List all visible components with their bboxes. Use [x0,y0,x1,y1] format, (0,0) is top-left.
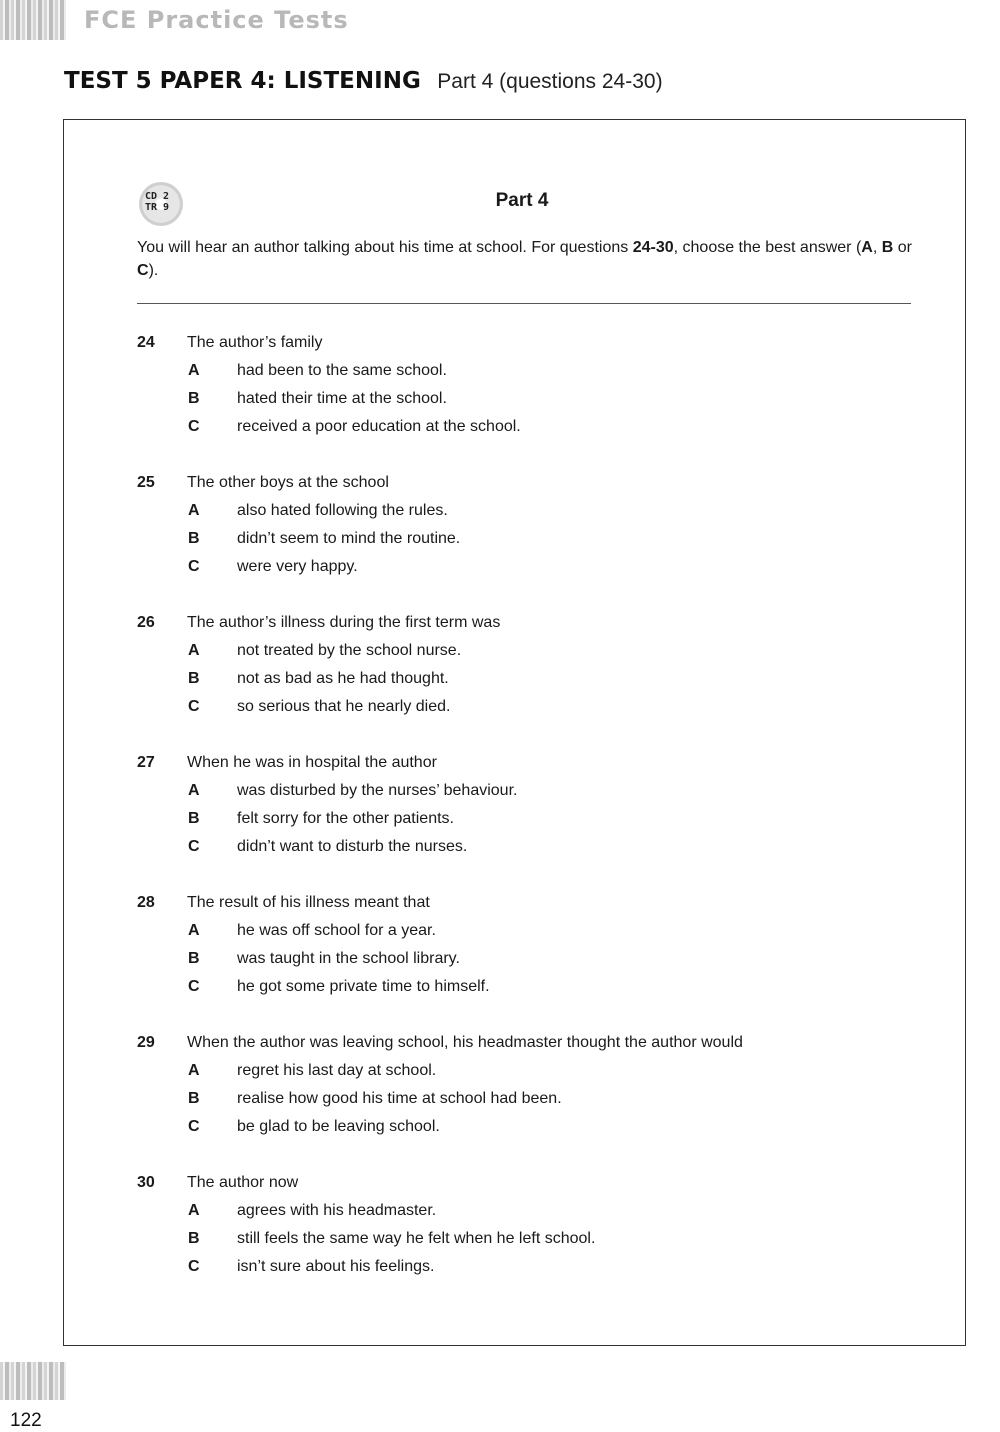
instructions-range: 24-30 [632,239,674,256]
option-letter: B [188,1090,200,1107]
option-letter: B [188,950,200,967]
answer-option-a[interactable] [137,641,927,669]
question-number: 24 [137,334,155,351]
answer-option-a[interactable] [137,501,927,529]
option-letter: A [188,502,200,519]
cd-label-track: TR 9 [145,202,170,213]
question-stem: When the author was leaving school, his headmaster thought the author would [187,1034,743,1051]
instructions-text: , [872,239,882,256]
question-24 [137,333,927,473]
answer-option-b[interactable] [137,1089,927,1117]
answer-option-c[interactable] [137,557,927,585]
option-letter: C [188,838,200,855]
option-text: not as bad as he had thought. [237,670,449,687]
option-letter: C [188,418,200,435]
heading-main: TEST 5 PAPER 4: LISTENING [64,68,421,94]
question-30 [137,1173,927,1313]
answer-option-a[interactable] [137,361,927,389]
question-number: 28 [137,894,155,911]
option-text: hated their time at the school. [237,390,447,407]
option-letter: C [188,698,200,715]
option-letter: A [188,922,200,939]
answer-option-b[interactable] [137,809,927,837]
question-stem: The result of his illness meant that [187,894,430,911]
answer-option-a[interactable] [137,1061,927,1089]
option-text: he was off school for a year. [237,922,436,939]
question-number: 30 [137,1174,155,1191]
question-number: 27 [137,754,155,771]
option-letter: B [188,1230,200,1247]
question-28 [137,893,927,1033]
option-letter: B [188,670,200,687]
answer-option-b[interactable] [137,389,927,417]
answer-option-a[interactable] [137,1201,927,1229]
instructions-letter-b: B [881,239,894,256]
footer-stripe-decoration [0,1362,66,1400]
question-stem: The other boys at the school [187,474,389,491]
option-letter: B [188,810,200,827]
answer-option-c[interactable] [137,1257,927,1285]
option-letter: B [188,530,200,547]
part-title: Part 4 [495,190,549,211]
option-text: were very happy. [237,558,358,575]
instructions-letter-c: C [137,262,149,279]
question-box [63,119,966,1346]
option-text: so serious that he nearly died. [237,698,451,715]
answer-option-b[interactable] [137,1229,927,1257]
instructions [137,236,927,282]
answer-option-c[interactable] [137,1117,927,1145]
answer-option-c[interactable] [137,417,927,445]
answer-option-c[interactable] [137,697,927,725]
question-number: 26 [137,614,155,631]
question-27 [137,753,927,893]
option-text: was taught in the school library. [237,950,460,967]
heading-sub: Part 4 (questions 24-30) [437,70,663,93]
option-text: not treated by the school nurse. [237,642,462,659]
option-text: isn’t sure about his feelings. [237,1258,435,1275]
instructions-text: or [893,239,912,256]
option-letter: C [188,1258,200,1275]
series-title: FCE Practice Tests [84,6,349,34]
option-letter: A [188,1062,200,1079]
header-stripe-decoration [0,0,66,40]
option-text: also hated following the rules. [237,502,448,519]
answer-option-c[interactable] [137,837,927,865]
option-letter: C [188,978,200,995]
option-text: was disturbed by the nurses’ behaviour. [237,782,518,799]
question-stem: When he was in hospital the author [187,754,437,771]
option-letter: A [188,642,200,659]
page-number: 122 [10,1410,42,1431]
answer-option-a[interactable] [137,921,927,949]
answer-option-c[interactable] [137,977,927,1005]
option-text: realise how good his time at school had been. [237,1090,562,1107]
cd-label-disc: CD 2 [145,191,170,202]
question-list [137,333,927,1313]
answer-option-b[interactable] [137,669,927,697]
option-letter: B [188,390,200,407]
instructions-letter-a: A [861,239,873,256]
option-text: he got some private time to himself. [237,978,490,995]
answer-option-b[interactable] [137,529,927,557]
option-text: received a poor education at the school. [237,418,521,435]
option-text: agrees with his headmaster. [237,1202,437,1219]
question-stem: The author’s illness during the first term was [187,614,501,631]
question-26 [137,613,927,753]
page-heading [64,68,663,94]
question-stem: The author’s family [187,334,323,351]
question-29 [137,1033,927,1173]
instructions-text: ). [148,262,159,279]
option-text: still feels the same way he felt when he left school. [237,1230,596,1247]
question-number: 29 [137,1034,155,1051]
option-letter: A [188,362,200,379]
question-25 [137,473,927,613]
divider [137,303,911,304]
option-letter: A [188,782,200,799]
option-text: be glad to be leaving school. [237,1118,440,1135]
option-text: regret his last day at school. [237,1062,437,1079]
answer-option-a[interactable] [137,781,927,809]
question-number: 25 [137,474,155,491]
option-text: had been to the same school. [237,362,447,379]
option-text: didn’t seem to mind the routine. [237,530,461,547]
instructions-text: , choose the best answer ( [673,239,862,256]
option-letter: C [188,1118,200,1135]
option-letter: A [188,1202,200,1219]
option-text: didn’t want to disturb the nurses. [237,838,468,855]
option-text: felt sorry for the other patients. [237,810,454,827]
question-stem: The author now [187,1174,299,1191]
answer-option-b[interactable] [137,949,927,977]
option-letter: C [188,558,200,575]
instructions-text: You will hear an author talking about his time at school. For questions [137,239,633,256]
